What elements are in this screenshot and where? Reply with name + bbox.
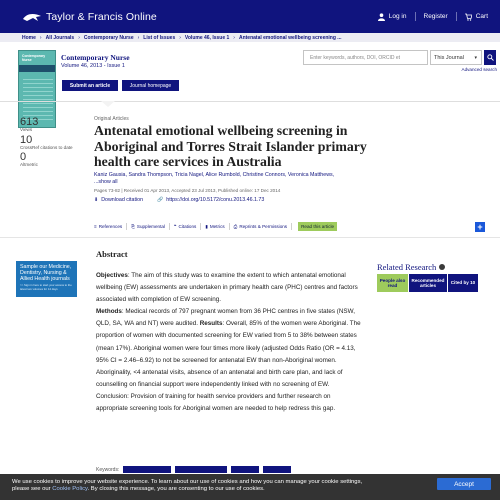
breadcrumb-arrow-icon: › (78, 34, 80, 41)
keyword-tag[interactable] (263, 466, 291, 473)
divider (169, 223, 170, 230)
tab-supplemental[interactable] (131, 224, 165, 229)
search-input[interactable]: Enter keywords, authors, DOI, ORCID et (303, 50, 428, 65)
login-label: Log in (388, 13, 407, 20)
search-scope-select[interactable] (430, 50, 482, 65)
keyword-tag[interactable] (123, 466, 171, 473)
keywords-row (96, 466, 291, 473)
doi-link[interactable]: https://doi.org/10.5172/conu.2013.46.1.73 (166, 197, 265, 203)
top-links (378, 12, 488, 21)
quote-icon: ❝ (173, 223, 177, 229)
download-icon: ⬇ (94, 197, 99, 203)
publication-info: Pages 73-82 | Received 01 Apr 2013, Accepted 23 Jul 2013, Published online: 17 Dec 2014 (94, 188, 281, 193)
cover-band (19, 65, 55, 72)
promo-banner[interactable] (16, 261, 77, 297)
cart-icon (465, 13, 472, 21)
cart-label: Cart (475, 13, 488, 20)
citations-count: 10 (20, 133, 33, 146)
breadcrumb-current: Antenatal emotional wellbeing screening ... (238, 34, 342, 41)
register-label: Register (423, 13, 448, 20)
methods-text: : Medical records of 797 pregnant women from 36 PHC centres in five states (NSW, QLD, SA, WA and NT) were audited. (96, 308, 355, 328)
tab-citations[interactable] (174, 224, 196, 230)
print-icon: ⎙ (233, 224, 238, 229)
cover-title: Contemporary Nurse (22, 54, 46, 62)
keywords-label: Keywords: (96, 466, 120, 473)
altmetric-label: Altmetric (20, 162, 38, 167)
tab-label: Reprints & Permissions (239, 224, 288, 229)
download-citation-link[interactable]: Download citation (101, 197, 144, 203)
doi-icon: 🔗 (157, 197, 164, 203)
breadcrumb-item[interactable]: List of Issues (143, 34, 176, 41)
article-metrics (20, 117, 90, 170)
methods-label: Methods (96, 308, 122, 316)
accept-cookies-button[interactable]: Accept (437, 478, 491, 490)
search-scope-value: This Journal (434, 54, 464, 61)
objectives-label: Objectives (96, 272, 128, 279)
breadcrumb-item[interactable]: Volume 46, Issue 1 (184, 34, 230, 41)
expand-plus-icon[interactable]: + (475, 222, 485, 232)
article-title: Antenatal emotional wellbeing screening in Aboriginal and Torres Strait Islander primary health care services in Australia (94, 123, 367, 169)
chevron-down-icon: ▾ (474, 55, 477, 61)
submit-article-button[interactable]: Submit an article (62, 80, 118, 91)
article-tabs (94, 222, 337, 231)
tab-label: References (98, 224, 123, 229)
section-divider (0, 237, 500, 238)
breadcrumb (0, 33, 500, 42)
views-label: Views (20, 127, 33, 132)
cookie-text-line2b: . By closing this message, you are consenting to our use of cookies. (87, 486, 265, 492)
results-text: : Overall, 85% of the women were Aboriginal. The proportion of women with documented screening for EW varied from 5 to 38% between states (mean 17%). Aboriginal women were four times more likely (adjusted Odds Ratio (OR = 4.13, 95% CI = 2.46–6.92) to not be screened for antenatal EW than non-Aboriginal women. Aboriginality, <4 antenatal visits, absence of an antenatal and birth care plan, and lack of counselling on financial support were independently linked with no screening of EW. Conclusion: Provision of training for health service providers and further research on appropriate screening tools for Aboriginal women are needed to help redress this gap. (96, 320, 361, 413)
altmetric-count: 0 (20, 151, 27, 163)
tab-metrics[interactable] (205, 224, 224, 230)
top-navbar (0, 0, 500, 33)
breadcrumb-arrow-icon: › (233, 34, 235, 41)
article-type: Original Articles (94, 116, 129, 122)
breadcrumb-item[interactable]: All Journals (45, 34, 75, 41)
breadcrumb-arrow-icon: › (137, 34, 140, 41)
login-link[interactable] (378, 13, 407, 21)
cookie-text-line1: We use cookies to improve your website experience. To learn about our use of cookies and how you can manage your cookie settings, (12, 479, 363, 485)
promo-subtext[interactable]: >> Sign in here to start your access to the latest two volumes for 14 days (20, 283, 72, 291)
cookie-policy-link[interactable]: Cookie Policy (52, 486, 88, 492)
cart-link[interactable] (465, 13, 488, 21)
objectives-text: : The aim of this study was to examine the extent to which antenatal emotional wellbeing (EW) assessments are undertaken in primary health care (PHC) centres and factors associated with completion of EW screening. (96, 272, 358, 304)
cookie-banner (0, 474, 500, 500)
bar-chart-icon: ▮ (205, 223, 208, 229)
tab-reprints[interactable] (234, 224, 287, 229)
tab-label: Supplemental (136, 224, 165, 229)
divider (415, 12, 416, 21)
show-all-authors-link[interactable]: ...show all (94, 179, 118, 185)
keyword-tag[interactable] (175, 466, 227, 473)
authors-text[interactable]: Kaniz Gausia, Sandra Thompson, Tricia Nagel, Alice Rumbold, Christine Connors, Veronica Matthews, (94, 172, 335, 178)
tab-references[interactable] (94, 224, 122, 229)
results-label: Results (199, 320, 223, 328)
tab-label: Citations (178, 224, 197, 229)
advanced-search-link[interactable]: Advanced search (461, 67, 497, 72)
breadcrumb-item[interactable]: Contemporary Nurse (83, 34, 134, 41)
tf-logo-icon (22, 11, 42, 23)
cookie-text-line2a: please see our (12, 486, 53, 492)
search-icon (487, 54, 494, 61)
divider (456, 12, 457, 21)
abstract-heading: Abstract (96, 249, 128, 259)
brand-logo[interactable] (22, 11, 157, 23)
register-link[interactable] (424, 13, 448, 20)
citation-links (94, 197, 264, 203)
header-divider (0, 101, 500, 102)
citations-label: CrossRef citations to date (20, 144, 73, 150)
user-icon (378, 13, 385, 21)
read-article-button[interactable]: Read this article (298, 222, 337, 231)
divider (229, 223, 230, 230)
divider (291, 223, 292, 230)
author-list[interactable] (94, 172, 394, 186)
breadcrumb-arrow-icon: › (179, 34, 181, 41)
journal-title[interactable]: Contemporary Nurse (61, 53, 130, 62)
breadcrumb-arrow-icon: › (39, 34, 42, 41)
promo-headline: Sample our Medicine, Dentistry, Nursing & Allied Health journals (20, 264, 72, 282)
divider-notch (101, 101, 115, 107)
tab-label: Metrics (209, 224, 225, 229)
tab-people-also-read[interactable]: People also read (377, 274, 408, 292)
search-button[interactable] (484, 50, 496, 65)
related-research-heading (377, 262, 445, 272)
list-icon: ≡ (94, 224, 97, 229)
keyword-tag[interactable] (231, 466, 259, 473)
journal-volume[interactable]: Volume 46, 2013 - Issue 1 (61, 63, 125, 69)
breadcrumb-item[interactable]: Home (22, 34, 36, 41)
brand-name: Taylor & Francis Online (46, 11, 157, 23)
divider (200, 223, 201, 230)
divider (126, 223, 127, 230)
info-icon[interactable] (439, 264, 445, 270)
journal-homepage-button[interactable]: Journal homepage (122, 80, 179, 91)
abstract-body (96, 270, 361, 415)
tab-cited-by[interactable]: Cited by 10 (448, 274, 478, 292)
views-count: 613 (20, 116, 39, 128)
related-research-label: Related Research (377, 262, 437, 272)
tab-recommended-articles[interactable]: Recommended articles (409, 274, 447, 292)
cookie-text (12, 479, 412, 493)
paperclip-icon: ⎘ (131, 224, 135, 229)
